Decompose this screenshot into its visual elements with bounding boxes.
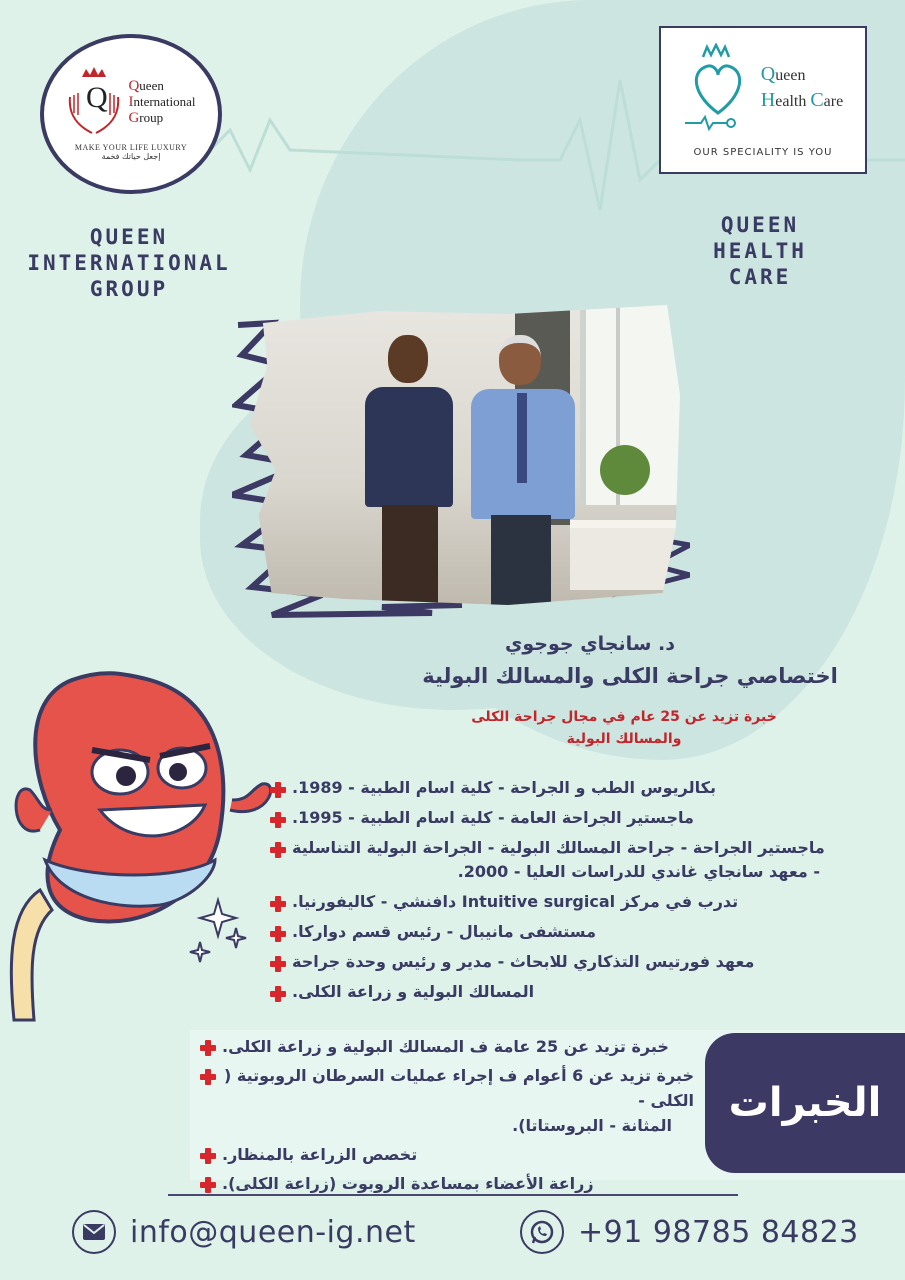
list-item [270, 890, 870, 914]
whatsapp-icon [520, 1210, 564, 1254]
experience-heading-tab [705, 1033, 905, 1173]
heart-stethoscope-icon [683, 43, 753, 133]
brand-name-right [690, 212, 830, 290]
brand-line: QUEEN [720, 213, 800, 237]
list-item [270, 980, 870, 1004]
red-cross-icon [270, 896, 286, 912]
red-cross-icon [270, 812, 286, 828]
red-cross-icon [270, 926, 286, 942]
brand-line: INTERNATIONAL [27, 251, 231, 275]
doctor-photo [250, 305, 680, 605]
red-cross-icon [270, 782, 286, 798]
experience-text: خبرة تزيد عن 25 عامة ف المسالك البولية و زراعة الكلى. [222, 1037, 669, 1056]
red-cross-icon [270, 842, 286, 858]
brand-line: HEALTH [713, 239, 807, 263]
logo-slogan: OUR SPECIALITY IS YOU [693, 146, 833, 158]
experience-text: تخصص الزراعة بالمنظار. [222, 1145, 418, 1164]
qualification-text: المسالك البولية و زراعة الكلى. [292, 982, 535, 1001]
experience-continuation: المثانة - البروستاتا). [512, 1116, 672, 1135]
list-item [270, 920, 870, 944]
qualification-text: ماجستير الجراحة - جراحة المسالك البولية - الجراحة البولية التناسلية [292, 838, 825, 857]
experience-text: زراعة الأعضاء بمساعدة الروبوت (زراعة الكلى). [222, 1174, 594, 1193]
red-cross-icon [270, 956, 286, 972]
experience-heading: الخبرات [728, 1080, 882, 1126]
red-cross-icon [200, 1177, 216, 1193]
email-contact[interactable] [72, 1210, 416, 1254]
list-item [270, 776, 870, 800]
red-cross-icon [270, 986, 286, 1002]
phone-number[interactable]: +91 98785 84823 [578, 1214, 859, 1250]
logo-cap-c: C [810, 88, 824, 111]
experience-summary-line: والمسالك البولية [566, 731, 682, 747]
qualification-text: مستشفى مانيبال - رئيس قسم دواركا. [292, 922, 596, 941]
logo-word-queen: ueen [775, 66, 806, 84]
envelope-icon [72, 1210, 116, 1254]
logo-cap-q: Q [760, 62, 776, 85]
queen-health-care-logo [659, 26, 867, 174]
doctor-photo-frame [232, 295, 690, 625]
qualification-text: بكالريوس الطب و الجراحة - كلية اسام الطبية - 1989. [292, 778, 716, 797]
list-item [270, 806, 870, 830]
logo-word-health: ealth [775, 92, 811, 110]
red-cross-icon [200, 1040, 216, 1056]
logo-word-group: roup [139, 110, 164, 125]
logo-cap-q: Q [128, 78, 140, 94]
footer-divider [168, 1194, 738, 1196]
svg-text:Q: Q [86, 81, 109, 114]
list-item [270, 836, 870, 860]
email-address[interactable]: info@queen-ig.net [130, 1214, 416, 1250]
phone-contact[interactable] [520, 1210, 859, 1254]
logo-tagline-arabic: إجعل حياتك فخمة [101, 152, 161, 161]
doctor-experience-summary [440, 706, 808, 750]
red-cross-icon [200, 1069, 216, 1085]
list-item [200, 1171, 694, 1196]
qualification-continuation: - معهد سانجاي غاندي للدراسات العليا - 2000. [457, 862, 820, 881]
list-item [200, 1142, 694, 1167]
list-item [200, 1063, 694, 1113]
experience-text: خبرة تزيد عن 6 أعوام ف إجراء عمليات السرطان الروبوتية ( الكلى - [224, 1066, 694, 1110]
experience-list [200, 1034, 694, 1200]
person-left [360, 335, 450, 605]
qualification-text: معهد فورتيس التذكاري للابحاث - مدير و رئيس وحدة جراحة [292, 952, 755, 971]
logo-word-care: are [823, 92, 844, 110]
qualifications-list [270, 776, 870, 1010]
qualification-text: تدرب في مركز Intuitive surgical دافنشي - كاليفورنيا. [292, 892, 739, 911]
person-right-doctor [465, 335, 575, 605]
logo-word-international: nternational [133, 94, 196, 109]
brand-line: CARE [728, 265, 792, 289]
logo-word-queen: ueen [139, 78, 164, 93]
queen-international-group-logo [40, 34, 222, 194]
experience-summary-line: خبرة تزيد عن 25 عام في مجال جراحة الكلى [471, 709, 777, 725]
red-cross-icon [200, 1148, 216, 1164]
logo-cap-h: H [760, 88, 776, 111]
logo-cap-i: I [128, 94, 134, 110]
brand-name-left [16, 224, 242, 302]
logo-cap-g: G [128, 110, 140, 126]
kidney-mascot-illustration [0, 660, 300, 1030]
doctor-name: د. سانجاي جوجوي [504, 633, 676, 655]
doctor-specialty: اختصاصي جراحة الكلى والمسالك البولية [422, 664, 838, 688]
brand-line: GROUP [89, 277, 169, 301]
list-item [200, 1034, 694, 1059]
brand-line: QUEEN [89, 225, 169, 249]
hands-crown-icon [66, 67, 122, 137]
logo-tagline: MAKE YOUR LIFE LUXURY [74, 143, 188, 152]
qualification-text: ماجستير الجراحة العامة - كلية اسام الطبية - 1995. [292, 808, 694, 827]
list-item [270, 950, 870, 974]
